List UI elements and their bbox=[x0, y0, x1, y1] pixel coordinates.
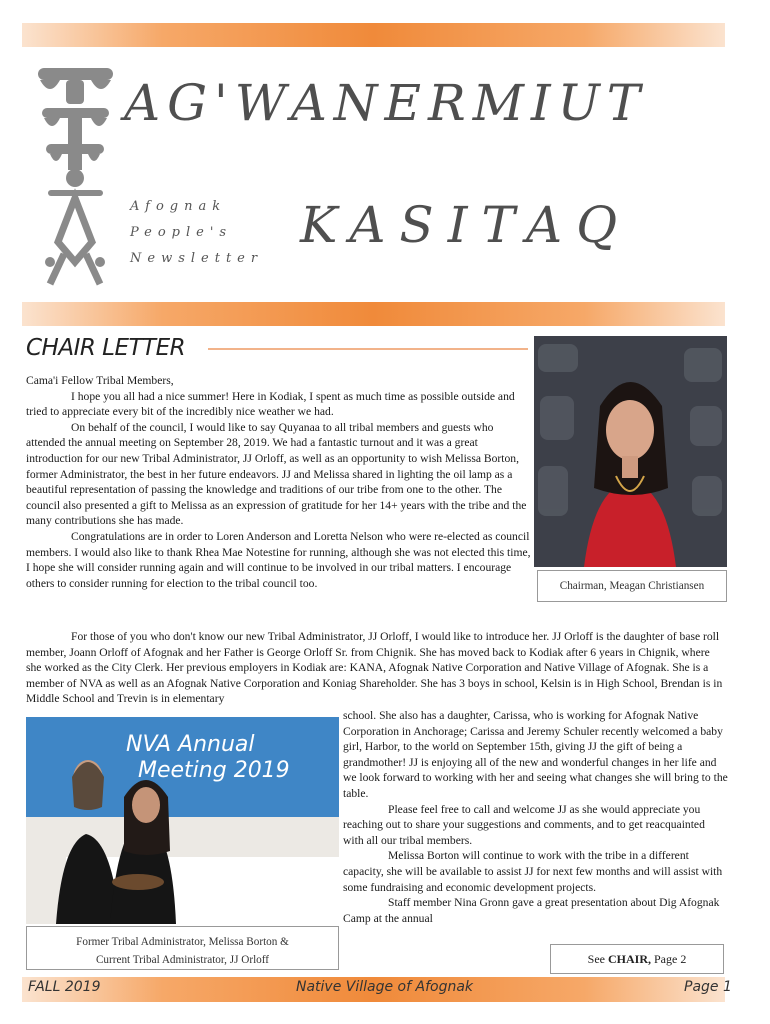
masthead-tagline bbox=[130, 194, 263, 272]
letter-paragraph: Please feel free to call and welcome JJ as she would appreciate you reaching out to share your suggestions and comments, and to get reacquainted with all our tribal members. bbox=[343, 802, 705, 847]
letter-paragraph: For those of you who don't know our new Tribal Administrator, JJ Orloff, I would like to introduce her. JJ Orloff is the daughter of base roll member, Joann Orloff of Afognak and her Father is George Orloff Sr. from Chignik. She has moved back to Kodiak after 6 years in Chignik, where she worked as the City Clerk. Her previous employers in Kodiak are: KANA, Afognak Native Corporation and Native Village of Afognak. She is a member of NVA as well as an Afognak Native Corporation and Koniag Shareholder. She has 3 boys in school, Kelsin is in High School, Brendan is in Middle School and Trevin is in elementary bbox=[26, 630, 723, 706]
letter-paragraph: Melissa Borton will continue to work with the tribe in a different capacity, she will be available to assist JJ for next few months and will assist with some fundraising and economic development projects. bbox=[343, 849, 723, 894]
chairman-portrait-photo bbox=[534, 336, 727, 567]
masthead-subtitle: KASITAQ bbox=[300, 196, 632, 254]
letter-right-column bbox=[343, 708, 728, 926]
continued-on-page-2-link[interactable] bbox=[550, 944, 724, 974]
footer-season: FALL 2019 bbox=[28, 979, 101, 995]
see-label: CHAIR, bbox=[607, 952, 651, 966]
see-prefix: See bbox=[587, 952, 605, 966]
masthead-title: AG'WANERMIUT bbox=[124, 74, 648, 132]
letter-paragraph: Congratulations are in order to Loren Anderson and Loretta Nelson who were re-elected as council members. I would also like to thank Rhea Mae Notestine for running, although she was not elected this time, I hope she will consider running again and will continue to be involved in our tribal matters. I encourage others to consider running for election to the tribal council too. bbox=[26, 529, 531, 590]
section-title-rule bbox=[208, 348, 528, 350]
see-suffix: Page 2 bbox=[654, 952, 687, 966]
letter-paragraph: On behalf of the council, I would like to say Quyanaa to all tribal members and guests who attended the annual meeting on September 28, 2019. We had a fantastic turnout and it was a great introduction for our new Tribal Administrator, JJ Orloff, as well as an opportunity to wish Melissa Borton, former Administrator, the best in her future endeavors. JJ and Melissa shared in lighting the oil lamp as a beautiful representation of passing the knowledge and traditions of our tribe from one to the other. The council also presented a gift to Melissa as an expression of gratitude for her 14+ years with the tribe and the many contributions she has made. bbox=[26, 420, 527, 528]
middle-orange-band bbox=[22, 302, 725, 326]
chair-letter-body bbox=[26, 373, 531, 591]
letter-paragraph: school. She also has a daughter, Carissa, who is working for Afognak Native Corporation in Anchorage; Carissa and Jeremy Schuler recently welcomed a baby girl, Harbor, to the world on September 15th, giving JJ the gift of being a grandmother! JJ is enjoying all of the new and wonderful changes in her life and we look forward to working with her and seeing what changes she will bring to the table. bbox=[343, 709, 728, 800]
banner-text-line1: NVA Annual bbox=[126, 732, 255, 757]
tribal-figure-logo bbox=[28, 62, 123, 290]
letter-greeting: Cama'i Fellow Tribal Members, bbox=[26, 374, 174, 387]
top-orange-band bbox=[22, 23, 725, 47]
footer-page-number: Page 1 bbox=[684, 979, 732, 995]
letter-fullwidth-section bbox=[26, 629, 724, 707]
meeting-photo-caption bbox=[26, 926, 339, 970]
tagline-line: People's bbox=[130, 225, 233, 240]
banner-text-line2: Meeting 2019 bbox=[138, 758, 290, 783]
portrait-caption: Chairman, Meagan Christiansen bbox=[537, 570, 727, 602]
annual-meeting-photo bbox=[26, 717, 339, 924]
section-title: CHAIR LETTER bbox=[26, 335, 186, 361]
footer-organization: Native Village of Afognak bbox=[296, 979, 474, 995]
tagline-line: Afognak bbox=[130, 199, 227, 214]
meeting-caption-line: Former Tribal Administrator, Melissa Borton & bbox=[76, 936, 289, 948]
letter-paragraph: I hope you all had a nice summer! Here in Kodiak, I spent as much time as possible outside and tried to appreciate every bit of the incredibly nice weather we had. bbox=[26, 389, 515, 419]
letter-paragraph: Staff member Nina Gronn gave a great presentation about Dig Afognak Camp at the annual bbox=[343, 896, 720, 925]
meeting-caption-line: Current Tribal Administrator, JJ Orloff bbox=[95, 954, 270, 966]
tagline-line: Newsletter bbox=[130, 251, 264, 266]
